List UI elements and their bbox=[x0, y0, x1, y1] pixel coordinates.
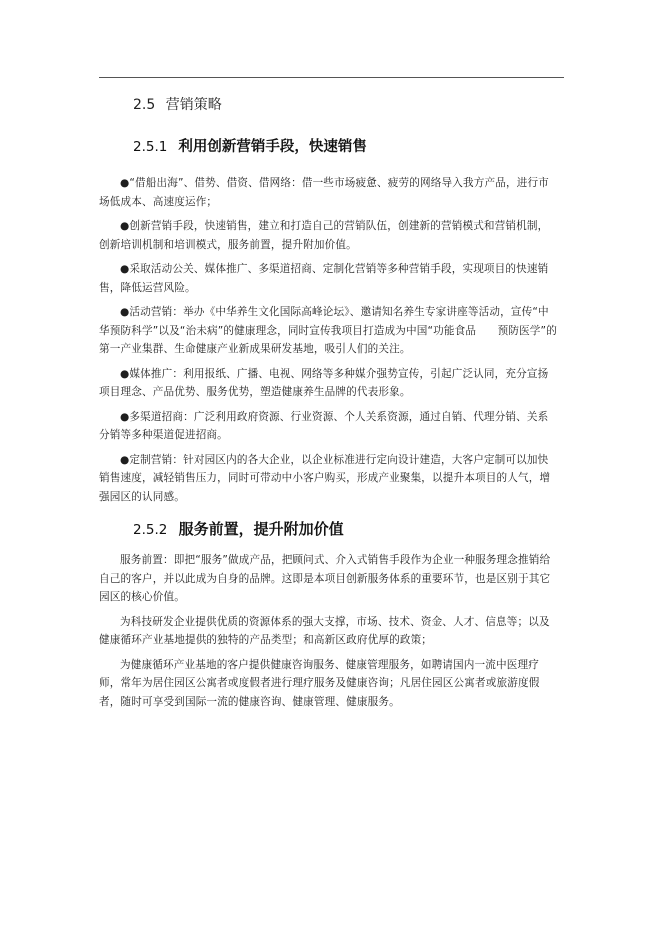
body-paragraphs bbox=[99, 551, 559, 711]
section-number: 2.5 bbox=[133, 97, 156, 113]
bullet-paragraph: ●定制营销：针对园区内的各大企业，以企业标准进行定向设计建造，大客户定制可以加快销售速度，减轻销售压力，同时可带动中小客户购买，形成产业聚集，以提升本项目的人气，增强园区的认同感。 bbox=[99, 453, 551, 503]
bullet-list bbox=[99, 174, 559, 506]
body-paragraph: 服务前置：即把“服务”做成产品，把顾问式、介入式销售手段作为企业一种服务理念推销给自己的客户，并以此成为自身的品牌。这即是本项目创新服务体系的重要环节，也是区别于其它园区的核心价值。 bbox=[99, 554, 551, 603]
bullet-paragraph: ●活动营销：举办《中华养生文化国际高峰论坛》、邀请知名养生专家讲座等活动，宣传“中华预防科学”以及“治未病”的健康理念，同时宣传我项目打造成为中国“功能食品 预防医学”的第一产业集群、生命健康产业新成果研发基地，吸引人们的关注。 bbox=[99, 306, 557, 355]
section-title: 营销策略 bbox=[165, 97, 222, 113]
subsection-number-1: 2.5.1 bbox=[133, 139, 168, 155]
body-paragraph: 为科技研发企业提供优质的资源体系的强大支撑，市场、技术、资金、人才、信息等；以及健康循环产业基地提供的独特的产品类型；和高新区政府优厚的政策； bbox=[99, 615, 550, 646]
section-heading bbox=[133, 94, 559, 116]
subsection-title-1: 利用创新营销手段，快速销售 bbox=[178, 139, 367, 155]
header-rule bbox=[99, 77, 564, 78]
subsection-heading-1 bbox=[133, 136, 559, 158]
body-paragraph: 为健康循环产业基地的客户提供健康咨询服务、健康管理服务，如聘请国内一流中医理疗师，常年为居住园区公寓者或度假者进行理疗服务及健康咨询；凡居住园区公寓者或旅游度假者，随时可享受到国际一流的健康咨询、健康管理、健康服务。 bbox=[99, 658, 540, 708]
subsection-number-2: 2.5.2 bbox=[133, 522, 168, 538]
page-content bbox=[99, 90, 559, 717]
bullet-paragraph: ●媒体推广：利用报纸、广播、电视、网络等多种媒介强势宣传，引起广泛认同，充分宣扬项目理念、产品优势、服务优势，塑造健康养生品牌的代表形象。 bbox=[99, 367, 549, 398]
bullet-paragraph: ●创新营销手段，快速销售，建立和打造自己的营销队伍，创建新的营销模式和营销机制，创新培训机制和培训模式，服务前置，提升附加价值。 bbox=[99, 220, 549, 251]
bullet-paragraph: ●多渠道招商：广泛利用政府资源、行业资源、个人关系资源，通过自销、代理分销、关系分销等多种渠道促进招商。 bbox=[99, 410, 549, 441]
subsection-heading-2 bbox=[133, 518, 559, 541]
subsection-title-2: 服务前置，提升附加价值 bbox=[178, 520, 344, 538]
bullet-paragraph: ●“借船出海”、借势、借资、借网络：借一些市场疲惫、疲劳的网络导入我方产品，进行市场低成本、高速度运作； bbox=[99, 177, 549, 208]
bullet-paragraph: ●采取活动公关、媒体推广、多渠道招商、定制化营销等多种营销手段，实现项目的快速销售，降低运营风险。 bbox=[99, 263, 549, 294]
